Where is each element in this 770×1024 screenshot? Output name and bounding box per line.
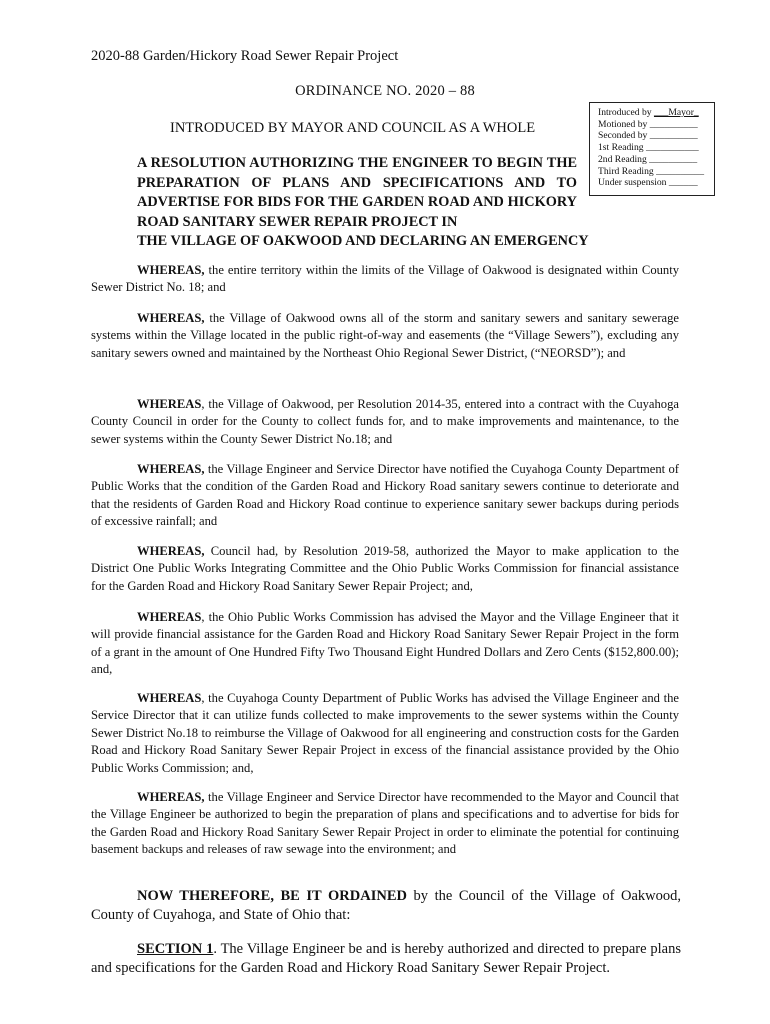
introduced-by-line: INTRODUCED BY MAYOR AND COUNCIL AS A WHOLE (170, 120, 536, 136)
whereas-clause (91, 789, 679, 859)
whereas-text: the Village Engineer and Service Director have notified the Cuyahoga County Department of Public Works that the condition of the Garden Road and Hickory Road sanitary sewers continue to deteriorate and that the residents of Garden Road and Hickory Road continue to experience sanitary sewer backups during periods of excessive rainfall; and (91, 462, 679, 529)
whereas-text: the Village of Oakwood owns all of the storm and sanitary sewers and sanitary sewerage systems within the Village located in the public right-of-way and easements (the “Village Sewers”), excluding any sanitary sewers owned and maintained by the Northeast Ohio Regional Sewer District, (“NEORSD”); and (91, 311, 679, 360)
whereas-keyword: WHEREAS (137, 397, 202, 411)
ordinance-number: ORDINANCE NO. 2020 – 88 (295, 83, 475, 99)
whereas-text: the Village Engineer and Service Director have recommended to the Mayor and Council that the Village Engineer be authorized to begin the preparation of plans and specifications and to advertise for bids for the Garden Road and Hickory Road Sanitary Sewer Repair Project in order to eliminate the potential for continuing basement backups and releases of raw sewage into the environment; and (91, 790, 679, 857)
whereas-clause (91, 690, 679, 777)
third-reading-row: Third Reading __________ (598, 165, 705, 177)
whereas-clause (91, 396, 679, 448)
second-reading-row: 2nd Reading __________ (598, 153, 698, 165)
section-1-heading: SECTION 1 (137, 941, 214, 957)
document-header: 2020-88 Garden/Hickory Road Sewer Repair Project (91, 48, 399, 64)
section-1-text: . The Village Engineer be and is hereby authorized and directed to prepare plans and specifications for the Garden Road and Hickory Road Sanitary Sewer Repair Project. (91, 941, 681, 976)
whereas-text: , the Ohio Public Works Commission has advised the Mayor and the Village Engineer that it will provide financial assistance for the Garden Road and Hickory Road Sanitary Sewer Repair Project in the form of a grant in the amount of One Hundred Fifty Two Thousand Eight Hundred Dollars and Zero Cents ($152,800.00); and, (91, 610, 679, 677)
whereas-clause (91, 543, 679, 595)
whereas-keyword: WHEREAS (137, 691, 202, 705)
whereas-clause (91, 609, 679, 679)
whereas-text: , the Village of Oakwood, per Resolution 2014-35, entered into a contract with the Cuyahoga County Council in order for the County to collect funds for, and to make improvements and maintenance, to the sewer systems within the County Sewer District No.18; and (91, 397, 679, 446)
whereas-text: , the Cuyahoga County Department of Public Works has advised the Village Engineer and the Service Director that it can utilize funds collected to make improvements to the sewer systems within the County Sewer District No.18 to reimburse the Village of Oakwood for all engineering and construction costs for the Garden Road and Hickory Road Sanitary Sewer Repair Project in excess of the financial assistance provided by the Ohio Public Works Commission; and, (91, 691, 679, 775)
introduced-by-label: Introduced by (598, 107, 654, 118)
whereas-keyword: WHEREAS, (137, 462, 205, 476)
whereas-clause (91, 262, 679, 297)
whereas-keyword: WHEREAS, (137, 790, 205, 804)
whereas-keyword: WHEREAS (137, 610, 202, 624)
whereas-text: Council had, by Resolution 2019-58, authorized the Mayor to make application to the District One Public Works Integrating Committee and the Ohio Public Works Commission for financial assistance for the Garden Road and Hickory Road Sanitary Sewer Repair Project; and, (91, 544, 679, 593)
whereas-clause (91, 310, 679, 362)
resolution-title-main: A RESOLUTION AUTHORIZING THE ENGINEER TO BEGIN THE PREPARATION OF PLANS AND SPECIFICATIONS AND TO ADVERTISE FOR BIDS FOR THE GARDEN ROAD AND HICKORY ROAD SANITARY SEWER REPAIR PROJECT IN (137, 155, 577, 230)
whereas-text: the entire territory within the limits of the Village of Oakwood is designated within County Sewer District No. 18; and (91, 263, 679, 295)
whereas-keyword: WHEREAS, (137, 311, 205, 325)
resolution-title-last-line: THE VILLAGE OF OAKWOOD AND DECLARING AN EMERGENCY (137, 233, 589, 249)
now-therefore-keyword: NOW THEREFORE, BE IT ORDAINED (137, 888, 407, 904)
whereas-keyword: WHEREAS, (137, 263, 205, 277)
introduced-by-value: ___Mayor_ (653, 107, 699, 118)
reading-record-box (589, 102, 715, 196)
first-reading-row: 1st Reading ___________ (598, 142, 699, 154)
motioned-by-row: Motioned by __________ (598, 118, 698, 130)
introduced-by-row (598, 107, 708, 119)
section-1-paragraph (91, 940, 681, 978)
under-suspension-row: Under suspension ______ (598, 177, 698, 189)
resolution-title (137, 154, 589, 252)
whereas-clause (91, 461, 679, 531)
now-therefore-paragraph (91, 887, 681, 925)
now-therefore-text: by the Council of the Village of Oakwood, County of Cuyahoga, and State of Ohio that: (91, 888, 681, 923)
whereas-keyword: WHEREAS, (137, 544, 205, 558)
seconded-by-row: Seconded by __________ (598, 130, 698, 142)
